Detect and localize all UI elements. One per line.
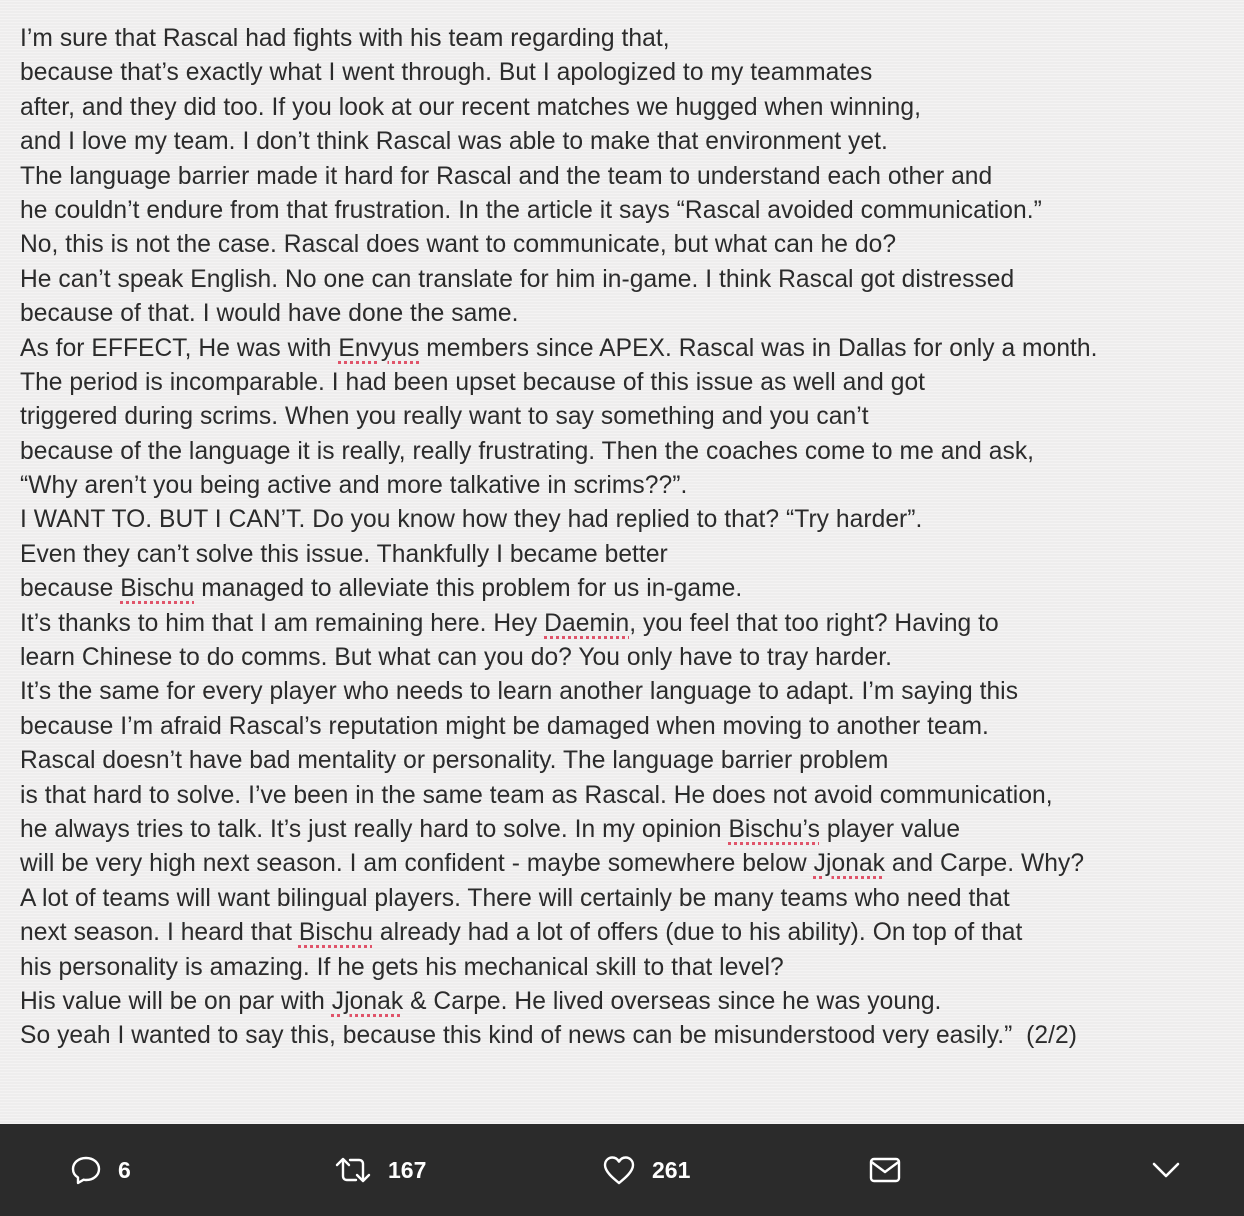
text-line: It’s thanks to him that I am remaining here. Hey Daemin, you feel that too right? Having to xyxy=(20,609,999,637)
text-line: triggered during scrims. When you really want to say something and you can’t xyxy=(20,403,869,431)
text-line: he couldn’t endure from that frustration. In the article it says “Rascal avoided communication.” xyxy=(20,196,1042,224)
text-line: will be very high next season. I am confident - maybe somewhere below Jjonak and Carpe. Why? xyxy=(20,850,1085,878)
tweet-action-bar xyxy=(0,1124,1244,1216)
direct-message-button[interactable] xyxy=(868,1124,902,1216)
text-line: his personality is amazing. If he gets his mechanical skill to that level? xyxy=(20,953,784,981)
retweet-button[interactable] xyxy=(334,1124,426,1216)
text-line: next season. I heard that Bischu already had a lot of offers (due to his ability). On top of that xyxy=(20,919,1023,947)
spellcheck-word: Bischu xyxy=(298,919,373,947)
text-line: As for EFFECT, He was with Envyus members since APEX. Rascal was in Dallas for only a month. xyxy=(20,334,1098,362)
spellcheck-word: Daemin xyxy=(544,609,630,637)
text-line: because of the language it is really, really frustrating. Then the coaches come to me and ask, xyxy=(20,437,1035,465)
text-line: So yeah I wanted to say this, because this kind of news can be misunderstood very easily.” (2/2) xyxy=(20,1022,1077,1050)
text-line: His value will be on par with Jjonak & Carpe. He lived overseas since he was young. xyxy=(20,987,942,1015)
envelope-icon xyxy=(868,1154,902,1186)
spellcheck-word: Bischu xyxy=(120,575,195,603)
chevron-down-icon xyxy=(1150,1154,1182,1186)
spellcheck-word: Bischu’s xyxy=(728,815,820,843)
text-line: I’m sure that Rascal had fights with his team regarding that, xyxy=(20,25,670,52)
text-line: No, this is not the case. Rascal does want to communicate, but what can he do? xyxy=(20,231,897,259)
text-line: It’s the same for every player who needs to learn another language to adapt. I’m saying this xyxy=(20,678,1019,706)
heart-icon xyxy=(602,1154,636,1186)
text-line: Rascal doesn’t have bad mentality or personality. The language barrier problem xyxy=(20,747,889,775)
spellcheck-word: Jjonak xyxy=(331,987,404,1015)
reply-count: 6 xyxy=(118,1156,131,1183)
text-line: A lot of teams will want bilingual players. There will certainly be many teams who need that xyxy=(20,884,1010,912)
text-line: he always tries to talk. It’s just really hard to solve. In my opinion Bischu’s player value xyxy=(20,815,961,843)
text-line: The language barrier made it hard for Rascal and the team to understand each other and xyxy=(20,162,993,190)
text-line: Even they can’t solve this issue. Thankfully I became better xyxy=(20,540,668,568)
text-line: “Why aren’t you being active and more talkative in scrims??”. xyxy=(20,472,688,500)
tweet-text xyxy=(20,22,1240,1054)
text-line: The period is incomparable. I had been upset because of this issue as well and got xyxy=(20,368,926,396)
reply-icon xyxy=(70,1154,102,1186)
more-options-button[interactable] xyxy=(1150,1124,1182,1216)
text-line: because I’m afraid Rascal’s reputation might be damaged when moving to another team. xyxy=(20,712,989,740)
text-line: and I love my team. I don’t think Rascal was able to make that environment yet. xyxy=(20,128,888,156)
text-line: I WANT TO. BUT I CAN’T. Do you know how they had replied to that? “Try harder”. xyxy=(20,506,923,534)
spellcheck-word: Jjonak xyxy=(813,850,886,878)
reply-button[interactable] xyxy=(70,1124,131,1216)
retweet-count: 167 xyxy=(388,1156,427,1183)
retweet-icon xyxy=(334,1154,372,1186)
text-line: after, and they did too. If you look at our recent matches we hugged when winning, xyxy=(20,93,921,121)
like-count: 261 xyxy=(652,1156,691,1183)
text-line: is that hard to solve. I’ve been in the same team as Rascal. He does not avoid communication, xyxy=(20,781,1053,809)
like-button[interactable] xyxy=(602,1124,690,1216)
text-line: He can’t speak English. No one can translate for him in-game. I think Rascal got distressed xyxy=(20,265,1015,293)
text-line: because Bischu managed to alleviate this problem for us in-game. xyxy=(20,575,743,603)
text-line: learn Chinese to do comms. But what can you do? You only have to tray harder. xyxy=(20,644,892,672)
text-line: because of that. I would have done the same. xyxy=(20,300,519,328)
spellcheck-word: Envyus xyxy=(338,334,420,362)
text-line: because that’s exactly what I went through. But I apologized to my teammates xyxy=(20,59,873,87)
